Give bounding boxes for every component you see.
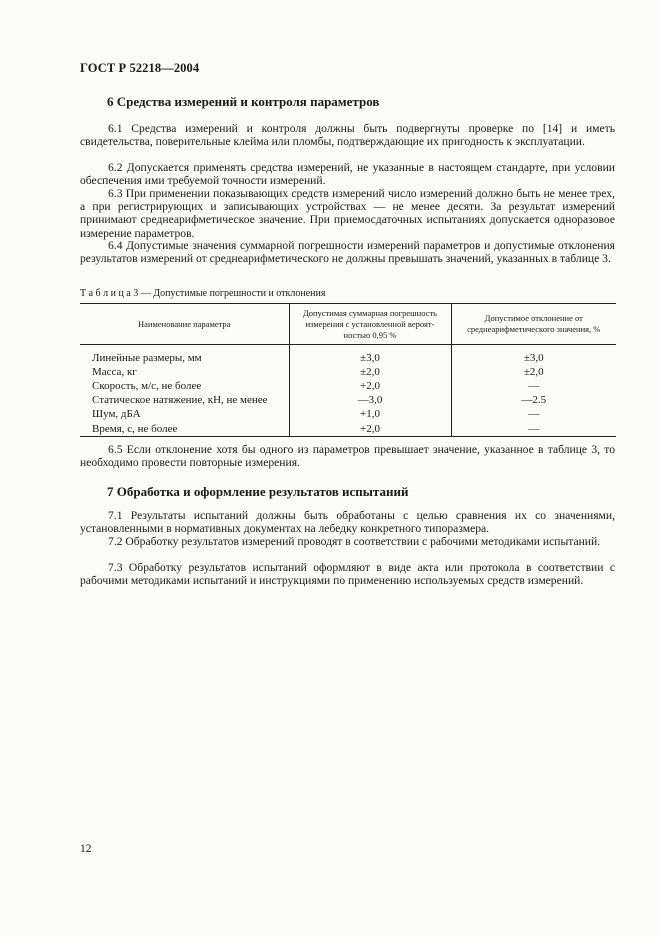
paragraph-7-2: 7.2 Обработку результатов измерений проводят в соответствии с рабочими методиками испытаний. <box>108 535 601 548</box>
cell-deviation: — <box>451 407 616 421</box>
table-row <box>80 351 616 365</box>
cell-deviation: — <box>451 379 616 393</box>
cell-total-error: ±3,0 <box>289 351 451 365</box>
column-header-deviation: Допустимое отклонение от среднеарифметического значения, % <box>451 304 616 345</box>
cell-total-error: +2,0 <box>289 379 451 393</box>
table-3-caption: Т а б л и ц а 3 — Допустимые погрешности и отклонения <box>80 288 326 299</box>
cell-parameter: Линейные размеры, мм <box>92 351 202 364</box>
paragraph-6-1: 6.1 Средства измерений и контроля должны быть подвергнуты проверке по [14] и иметь свидетельства, поверительные клейма или пломбы, подтверждающие их пригодность к эксплуатации. <box>80 122 615 149</box>
cell-parameter: Шум, дБА <box>92 408 141 421</box>
cell-deviation: ±2,0 <box>451 365 616 379</box>
table-row <box>80 407 616 421</box>
cell-deviation: —2.5 <box>451 393 616 407</box>
cell-total-error: +2,0 <box>289 421 451 436</box>
paragraph-6-2: 6.2 Допускается применять средства измерений, не указанные в настоящем стандарте, при условии обеспечения ими требуемой точности измерений. <box>80 161 615 188</box>
paragraph-6-4: 6.4 Допустимые значения суммарной погрешности измерений параметров и допустимые отклонения результатов измерений от среднеарифметического не должны превышать значений, указанных в таблице 3. <box>80 239 615 266</box>
paragraph-7-1: 7.1 Результаты испытаний должны быть обработаны с целью сравнения их со значениями, установленными в нормативных документах на лебедку конкретного типоразмера. <box>80 509 615 536</box>
document-id: ГОСТ Р 52218—2004 <box>80 61 200 75</box>
table-row <box>80 379 616 393</box>
table-row <box>80 365 616 379</box>
table-header-row <box>80 304 616 345</box>
cell-deviation: — <box>451 421 616 436</box>
cell-parameter: Скорость, м/с, не более <box>92 379 202 392</box>
paragraph-6-5: 6.5 Если отклонение хотя бы одного из параметров превышает значение, указанное в таблице 3, то необходимо провести повторные измерения. <box>80 443 615 470</box>
cell-total-error: +1,0 <box>289 407 451 421</box>
page-number: 12 <box>80 843 92 855</box>
paragraph-6-3: 6.3 При применении показывающих средств измерений число измерений должно быть не менее трех, а при регистрирующих и записывающих устройствах — не менее десяти. За результат измерений принимают среднеарифметическое значение. При приемосдаточных испытаниях допускается одноразовое измерение параметров. <box>80 187 615 240</box>
cell-total-error: ±2,0 <box>289 365 451 379</box>
cell-total-error: —3,0 <box>289 393 451 407</box>
cell-parameter: Масса, кг <box>92 365 137 378</box>
column-header-parameter: Наименование параметра <box>80 304 289 345</box>
column-header-total-error: Допустимая суммарная погрешность измерения с установленной вероят-ностью 0,95 % <box>289 304 451 345</box>
table-row <box>80 393 616 407</box>
cell-parameter: Время, с, не более <box>80 421 289 436</box>
section-6-title: 6 Средства измерений и контроля параметров <box>107 94 380 109</box>
table-3 <box>80 303 616 437</box>
paragraph-7-3: 7.3 Обработку результатов испытаний оформляют в виде акта или протокола в соответствии с рабочими методиками испытаний и инструкциями по применению используемых средств измерений. <box>80 561 615 588</box>
cell-parameter: Статическое натяжение, кН, не менее <box>92 394 268 407</box>
cell-deviation: ±3,0 <box>451 351 616 365</box>
table-row <box>80 421 616 436</box>
section-7-title: 7 Обработка и оформление результатов испытаний <box>107 484 409 499</box>
